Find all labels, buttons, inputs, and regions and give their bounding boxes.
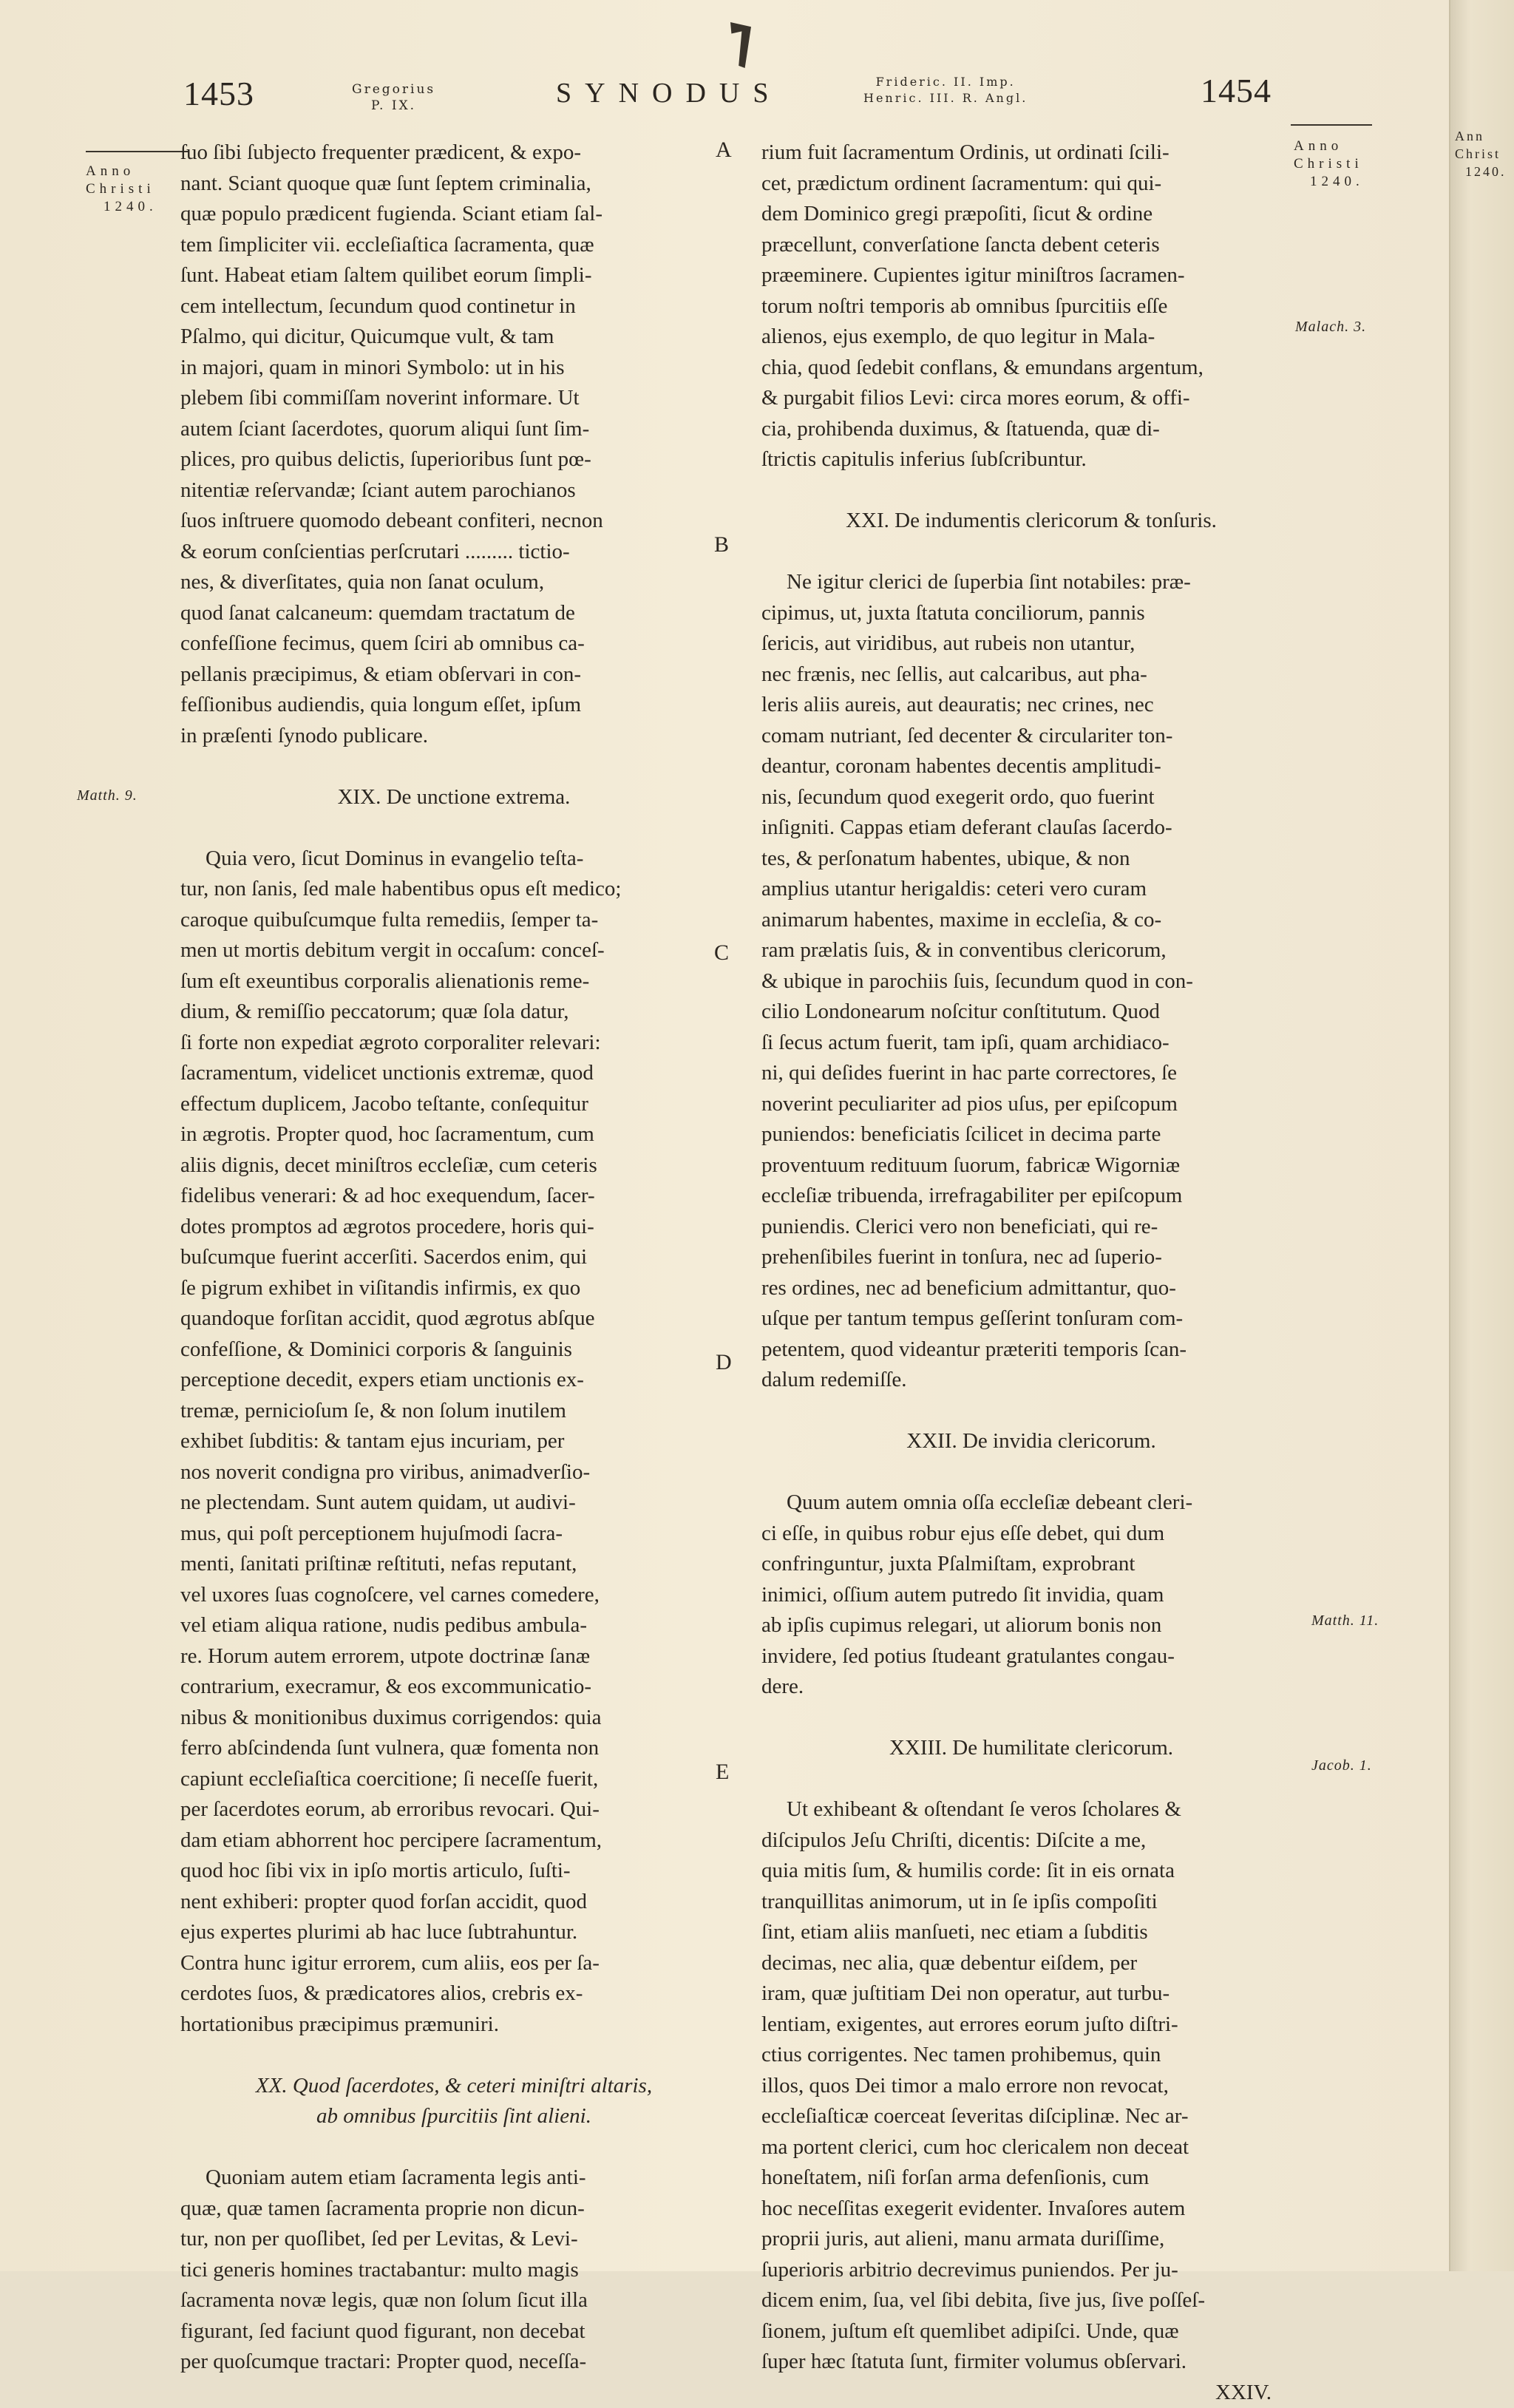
text-line: noverint peculiariter ad pios uſus, per epiſcopum [761, 1089, 1301, 1120]
text-line: cia, prohibenda duximus, & ſtatuenda, quæ di- [761, 414, 1301, 445]
right-attribution: Frideric. II. Imp. Henric. III. R. Angl. [863, 74, 1028, 106]
text-line: tremæ, pernicioſum ſe, & non ſolum inutilem [180, 1396, 727, 1427]
text-line: ne plectendam. Sunt autem quidam, ut audivi- [180, 1488, 727, 1519]
paragraph-humility [761, 1794, 1301, 2378]
paragraph-unction [180, 844, 727, 2041]
text-line: Ne igitur clerici de ſuperbia ſint notabiles: præ- [761, 567, 1301, 598]
text-line: aliis dignis, decet miniſtros eccleſiæ, cum ceteris [180, 1150, 727, 1181]
running-title: SYNODUS [556, 77, 781, 109]
text-line: ſum eſt exeuntibus corporalis alienationis reme- [180, 966, 727, 997]
text-line: fidelibus venerari: & ad hoc exequendum, ſacer- [180, 1181, 727, 1212]
left-attribution: Gregorius P. IX. [352, 81, 435, 114]
text-line: dicem enim, ſua, vel ſibi debita, ſive jus, ſive poſſeſ- [761, 2285, 1301, 2316]
text-line: & ubique in parochiis ſuis, ſecundum quod in con- [761, 966, 1301, 997]
paragraph-order [761, 138, 1301, 475]
text-line: amplius utantur herigaldis: ceteri vero curam [761, 874, 1301, 905]
text-line: invidere, ſed potius ſtudeant gratulantes congau- [761, 1641, 1301, 1672]
text-line: & purgabit filios Levi: circa mores eorum, & offi- [761, 383, 1301, 414]
text-line: quia mitis ſum, & humilis corde: ſit in eis ornata [761, 1856, 1301, 1887]
text-line: proprii juris, aut alieni, manu armata duriſſime, [761, 2224, 1301, 2255]
left-column [180, 138, 727, 2378]
text-line: ni, qui deſides fuerint in hac parte correctores, ſe [761, 1058, 1301, 1089]
text-line: ſunt. Habeat etiam ſaltem quilibet eorum ſimpli- [180, 260, 727, 291]
text-line: per ſacerdotes eorum, ab erroribus revocari. Qui- [180, 1794, 727, 1825]
text-line: & eorum conſcientias perſcrutari ......... tictio- [180, 537, 727, 568]
text-line: figurant, ſed faciunt quod figurant, non decebat [180, 2316, 727, 2347]
text-line: deantur, coronam habentes decentis amplitudi- [761, 751, 1301, 782]
text-line: honeſtatem, niſi forſan arma defenſionis, cum [761, 2163, 1301, 2194]
text-line: feſſionibus audiendis, quia longum eſſet, ipſum [180, 690, 727, 721]
text-line: nis, ſecundum quod exegerit ordo, quo fuerint [761, 782, 1301, 813]
section-letter-a: A [716, 138, 732, 163]
left-page-number: 1453 [183, 74, 254, 113]
text-line: dotes promptos ad ægrotos procedere, horis qui- [180, 1212, 727, 1243]
section-letter-d: D [716, 1350, 732, 1375]
text-line: proventuum redituum ſuorum, fabricæ Wigorniæ [761, 1150, 1301, 1181]
text-line: diſcipulos Jeſu Chriſti, dicentis: Diſcite a me, [761, 1825, 1301, 1856]
text-line: effectum duplicem, Jacobo teſtante, conſequitur [180, 1089, 727, 1120]
text-line: Pſalmo, qui dicitur, Quicumque vult, & tam [180, 322, 727, 353]
text-line: prehenſibiles fuerint in tonſura, nec ad ſuperio- [761, 1242, 1301, 1273]
text-line: uſque per tantum tempus geſſerint tonſuram com- [761, 1303, 1301, 1334]
text-line: ſuos inſtruere quomodo debeant confiteri, necnon [180, 506, 727, 537]
text-line: in ægrotis. Propter quod, hoc ſacramentum, cum [180, 1119, 727, 1150]
text-line: quod hoc ſibi vix in ipſo mortis articulo, ſuſti- [180, 1856, 727, 1887]
text-line: dam etiam abhorrent hoc percipere ſacramentum, [180, 1825, 727, 1856]
text-line: ſacramentum, videlicet unctionis extremæ, quod [180, 1058, 727, 1089]
text-line: nitentiæ reſervandæ; ſciant autem parochianos [180, 475, 727, 506]
text-line: hortationibus præcipimus præmuniri. [180, 2010, 727, 2041]
text-line: cilio Londonearum noſcitur conſtitutum. Quod [761, 997, 1301, 1028]
text-line: ram prælatis ſuis, & in conventibus clericorum, [761, 935, 1301, 966]
text-line: dere. [761, 1672, 1301, 1703]
text-line: confeſſione fecimus, quem ſciri ab omnibus ca- [180, 628, 727, 659]
text-line: cipimus, ut, juxta ſtatuta conciliorum, pannis [761, 598, 1301, 629]
text-line: nant. Sciant quoque quæ ſunt ſeptem criminalia, [180, 169, 727, 200]
text-line: Contra hunc igitur errorem, cum aliis, eos per ſa- [180, 1948, 727, 1979]
text-line: ma portent clerici, cum hoc clericalem non deceat [761, 2132, 1301, 2163]
text-line: lentiam, exigentes, aut errores eorum juſto diſtri- [761, 2010, 1301, 2041]
text-line: ſi ſecus actum fuerit, tam ipſi, quam archidiaco- [761, 1028, 1301, 1059]
text-line: cet, prædictum ordinent ſacramentum: qui qui- [761, 169, 1301, 200]
text-line: capiunt eccleſiaſtica coercitione; ſi neceſſe fuerit, [180, 1764, 727, 1795]
text-line: hoc neceſſitas exegerit evidenter. Invaſores autem [761, 2194, 1301, 2225]
text-line: iram, quæ juſtitiam Dei non operatur, aut turbu- [761, 1978, 1301, 2010]
text-line: ſionem, juſtum eſt quemlibet adipiſci. Unde, quæ [761, 2316, 1301, 2347]
margin-rule-left [86, 151, 189, 152]
text-line: dium, & remiſſio peccatorum; quæ ſola datur, [180, 997, 727, 1028]
text-line: buſcumque fuerint accerſiti. Sacerdos enim, qui [180, 1242, 727, 1273]
text-line: tranquillitas animorum, ut in ſe ipſis compoſiti [761, 1887, 1301, 1918]
section-letter-b: B [714, 532, 729, 557]
anno-christi-right: Anno Christi 1240. [1294, 138, 1364, 191]
text-line: mus, qui poſt perceptionem hujuſmodi ſacra- [180, 1519, 727, 1550]
text-line: cerdotes ſuos, & prædicatores alios, crebris ex- [180, 1978, 727, 2010]
text-line: puniendis. Clerici vero non beneficiati, qui re- [761, 1212, 1301, 1243]
text-line: ſuperioris arbitrio decrevimus puniendos. Per ju- [761, 2255, 1301, 2286]
text-line: re. Horum autem errorem, utpote doctrinæ ſanæ [180, 1641, 727, 1672]
text-line: caroque quibuſcumque fulta remediis, ſemper ta- [180, 905, 727, 936]
right-page-number: 1454 [1201, 71, 1272, 110]
text-line: dem Dominico gregi præpoſiti, ſicut & ordine [761, 199, 1301, 230]
text-line: præeminere. Cupientes igitur miniſtros ſacramen- [761, 260, 1301, 291]
text-line: ejus expertes plurimi ab hac luce ſubtrahuntur. [180, 1917, 727, 1948]
paragraph-sacraments [180, 2163, 727, 2378]
text-line: plices, pro quibus delictis, ſuperioribus ſunt pœ- [180, 444, 727, 475]
text-line: tici generis homines tractabantur: multo magis [180, 2255, 727, 2286]
text-line: ab ipſis cupimus relegari, ut aliorum bonis non [761, 1610, 1301, 1641]
text-line: confeſſione, & Dominici corporis & ſanguinis [180, 1334, 727, 1366]
text-line: alienos, ejus exemplo, de quo legitur in Mala- [761, 322, 1301, 353]
text-line: chia, quod ſedebit conflans, & emundans argentum, [761, 353, 1301, 384]
text-line: petentem, quod videantur præteriti temporis ſcan- [761, 1334, 1301, 1366]
matthew-reference-2: Matth. 11. [1311, 1612, 1379, 1629]
paragraph-confession [180, 138, 727, 751]
text-line: tur, non ſanis, ſed male habentibus opus eſt medico; [180, 874, 727, 905]
text-line: ctius corrigentes. Nec tamen prohibemus, quin [761, 2040, 1301, 2071]
text-line: cem intellectum, ſecundum quod continetur in [180, 291, 727, 322]
text-line: vel etiam aliqua ratione, nudis pedibus ambula- [180, 1610, 727, 1641]
text-line: comam nutriant, ſed decenter & circulariter ton- [761, 721, 1301, 752]
text-line: dalum redemiſſe. [761, 1365, 1301, 1396]
heading-xx-line1: XX. Quod ſacerdotes, & ceteri miniſtri altaris, [180, 2071, 727, 2102]
text-line: tem ſimpliciter vii. eccleſiaſtica ſacramenta, quæ [180, 230, 727, 261]
text-line: contrarium, execramur, & eos excommunicatio- [180, 1672, 727, 1703]
text-line: tes, & perſonatum habentes, ubique, & non [761, 844, 1301, 875]
anno-christi-left: Anno Christi 1240. [86, 163, 157, 216]
text-line: per quoſcumque tractari: Propter quod, neceſſa- [180, 2347, 727, 2378]
text-line: ci eſſe, in quibus robur ejus eſſe debet, qui dum [761, 1519, 1301, 1550]
text-line: Quum autem omnia oſſa eccleſiæ debeant cleri- [761, 1488, 1301, 1519]
text-line: perceptione decedit, expers etiam unctionis ex- [180, 1365, 727, 1396]
text-line: ſuper hæc ſtatuta ſunt, firmiter volumus obſervari. [761, 2347, 1301, 2378]
text-line: nos noverit condigna pro viribus, animadverſio- [180, 1457, 727, 1488]
text-line: vel uxores ſuas cognoſcere, vel carnes comedere, [180, 1580, 727, 1611]
text-line: nent exhiberi: propter quod forſan accidit, quod [180, 1887, 727, 1918]
text-line: ferro abſcindenda ſunt vulnera, quæ fomenta non [180, 1733, 727, 1764]
text-line: ſe pigrum exhibet in viſitandis infirmis, ex quo [180, 1273, 727, 1304]
right-column [761, 138, 1301, 2408]
text-line: puniendos: beneficiatis ſcilicet in decima parte [761, 1119, 1301, 1150]
text-line: Quoniam autem etiam ſacramenta legis anti- [180, 2163, 727, 2194]
text-line: plebem ſibi commiſſam noverint informare. Ut [180, 383, 727, 414]
text-line: eccleſiaſticæ coerceat ſeveritas diſciplinæ. Nec ar- [761, 2101, 1301, 2132]
malachi-reference: Malach. 3. [1295, 318, 1366, 336]
heading-xxiii: XXIII. De humilitate clericorum. [761, 1733, 1301, 1764]
heading-xix: XIX. De unctione extrema. [180, 782, 727, 813]
text-line: nibus & monitionibus duximus corrigendos: quia [180, 1703, 727, 1734]
text-line: ſacramenta novæ legis, quæ non ſolum ſicut illa [180, 2285, 727, 2316]
text-line: exhibet ſubditis: & tantam ejus incuriam, per [180, 1426, 727, 1457]
catchword: XXIV. [761, 2378, 1301, 2408]
heading-xxii: XXII. De invidia clericorum. [761, 1426, 1301, 1457]
james-reference: Jacob. 1. [1311, 1757, 1372, 1774]
text-line: quandoque forſitan accidit, quod ægrotus abſque [180, 1303, 727, 1334]
text-line: pellanis præcipimus, & etiam obſervari in con- [180, 659, 727, 691]
text-line: ſint, etiam aliis manſueti, nec etiam a ſubditis [761, 1917, 1301, 1948]
paragraph-envy [761, 1488, 1301, 1703]
text-line: ſericis, aut viridibus, aut rubeis non utantur, [761, 628, 1301, 659]
text-line: animarum habentes, maxime in eccleſia, & co- [761, 905, 1301, 936]
text-line: quod ſanat calcaneum: quemdam tractatum de [180, 598, 727, 629]
text-line: leris aliis aureis, aut deauratis; nec crines, nec [761, 690, 1301, 721]
text-line: præcellunt, converſatione ſancta debent ceteris [761, 230, 1301, 261]
heading-xx-line2: ab omnibus ſpurcitiis ſint alieni. [180, 2101, 727, 2132]
text-line: inimici, oſſium autem putredo ſit invidia, quam [761, 1580, 1301, 1611]
text-line: inſigniti. Cappas etiam deferant clauſas ſacerdo- [761, 813, 1301, 844]
section-letter-e: E [716, 1760, 729, 1785]
text-line: in majori, quam in minori Symbolo: ut in his [180, 353, 727, 384]
text-line: decimas, nec alia, quæ debentur eiſdem, per [761, 1948, 1301, 1979]
facing-page-edge [1449, 0, 1514, 2271]
text-line: Ut exhibeant & oſtendant ſe veros ſcholares & [761, 1794, 1301, 1825]
text-line: torum noſtri temporis ab omnibus ſpurcitiis eſſe [761, 291, 1301, 322]
paragraph-vestments [761, 567, 1301, 1396]
text-line: in præſenti ſynodo publicare. [180, 721, 727, 752]
text-line: Quia vero, ſicut Dominus in evangelio teſta- [180, 844, 727, 875]
heading-xxi: XXI. De indumentis clericorum & tonſuris. [761, 506, 1301, 537]
margin-rule-right [1291, 124, 1372, 126]
text-line: nes, & diverſitates, quia non ſanat oculum, [180, 567, 727, 598]
text-line: res ordines, nec ad beneficium admittantur, quo- [761, 1273, 1301, 1304]
text-line: men ut mortis debitum vergit in occaſum: conceſ- [180, 935, 727, 966]
matthew-reference: Matth. 9. [77, 787, 138, 804]
text-line: ſuo ſibi ſubjecto frequenter prædicent, & expo- [180, 138, 727, 169]
text-line: nec frænis, nec ſellis, aut calcaribus, aut pha- [761, 659, 1301, 691]
text-line: quæ populo prædicent fugienda. Sciant etiam ſal- [180, 199, 727, 230]
text-line: ſtrictis capitulis inferius ſubſcribuntur. [761, 444, 1301, 475]
text-line: autem ſciant ſacerdotes, quorum aliqui ſunt ſim- [180, 414, 727, 445]
text-line: ſi forte non expediat ægroto corporaliter relevari: [180, 1028, 727, 1059]
text-line: confringuntur, juxta Pſalmiſtam, exprobrant [761, 1549, 1301, 1580]
facing-page-anno: Ann Christ 1240. [1455, 127, 1507, 180]
text-line: menti, ſanitati priſtinæ reſtituti, nefas reputant, [180, 1549, 727, 1580]
text-line: rium fuit ſacramentum Ordinis, ut ordinati ſcili- [761, 138, 1301, 169]
text-line: eccleſiæ tribuenda, irrefragabiliter per epiſcopum [761, 1181, 1301, 1212]
text-line: tur, non per quoſlibet, ſed per Levitas, & Levi- [180, 2224, 727, 2255]
section-letter-c: C [714, 940, 729, 966]
text-line: quæ, quæ tamen ſacramenta proprie non dicun- [180, 2194, 727, 2225]
text-line: illos, quos Dei timor a malo errore non revocat, [761, 2071, 1301, 2102]
